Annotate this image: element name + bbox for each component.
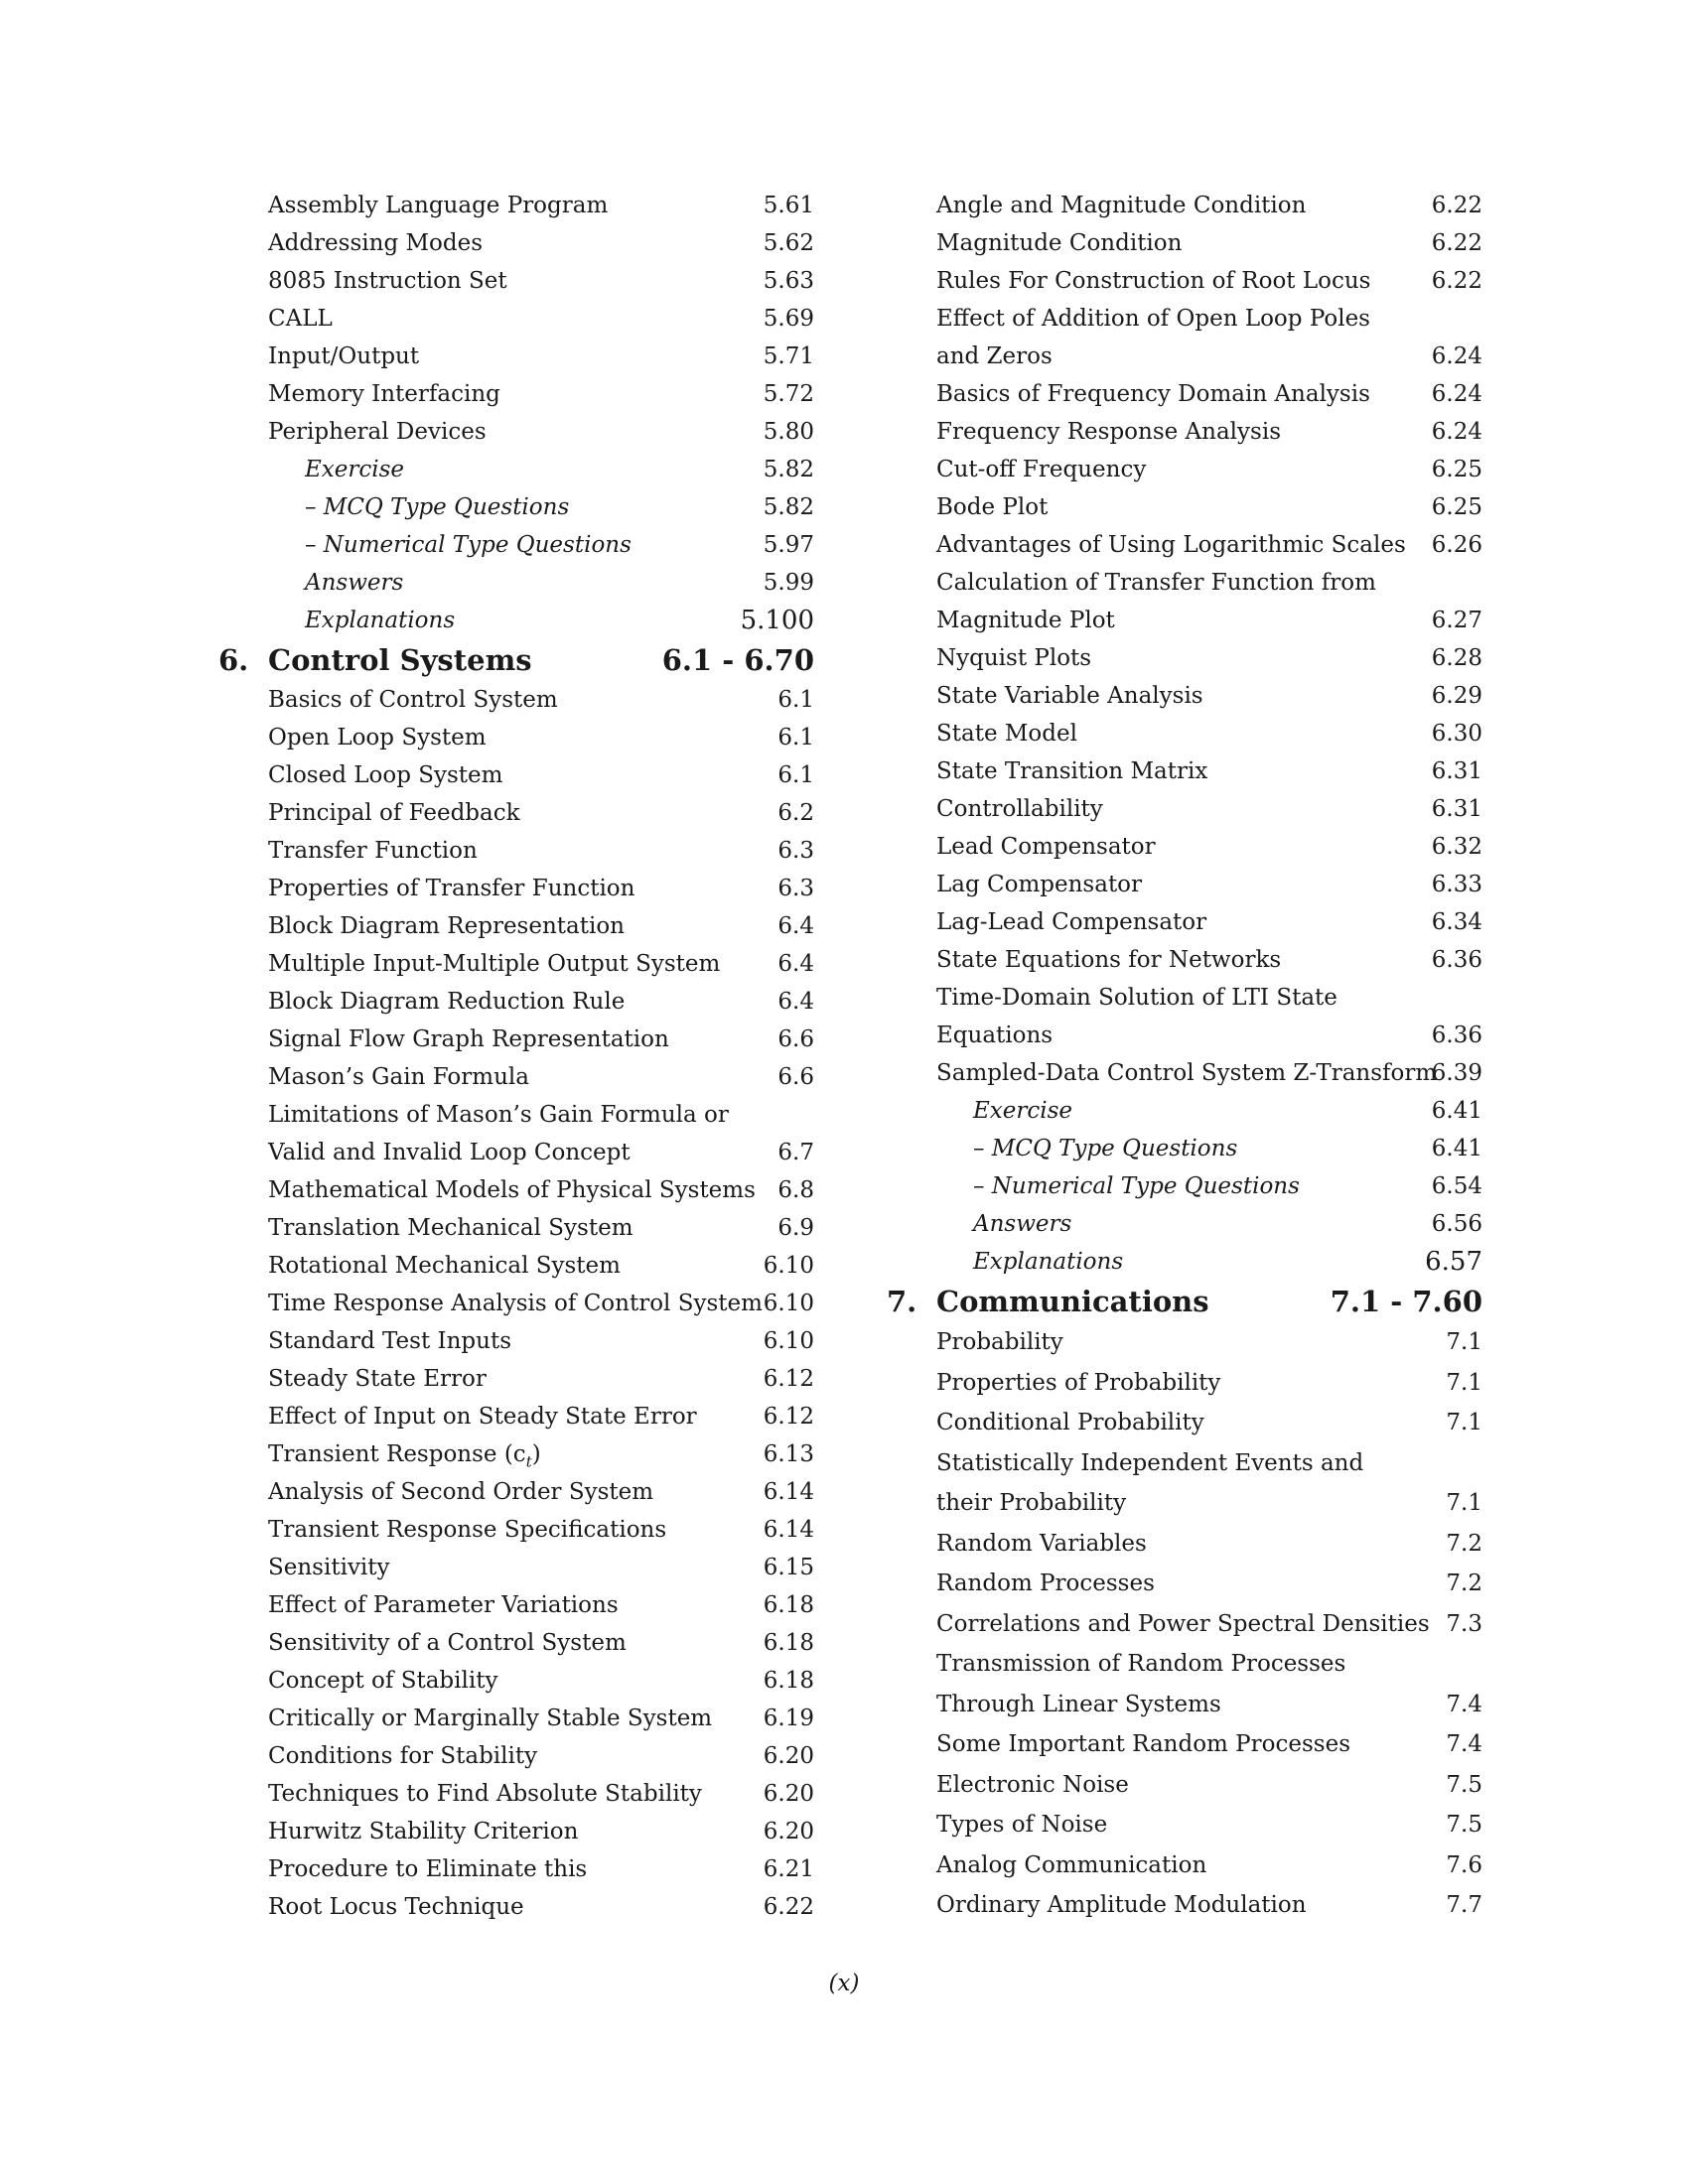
toc-entry[interactable] — [887, 1322, 1482, 1363]
entry-title: Exercise — [305, 457, 405, 482]
entry-page-number: 6.25 — [1431, 494, 1482, 520]
entry-page-number: 6.41 — [1431, 1098, 1482, 1124]
toc-entry[interactable] — [887, 187, 1482, 224]
entry-page-number: 6.10 — [763, 1291, 814, 1316]
entry-title: Block Diagram Reduction Rule — [268, 989, 626, 1015]
entry-title: Nyquist Plots — [936, 645, 1092, 671]
entry-page-number: 6.10 — [763, 1253, 814, 1279]
toc-entry[interactable] — [218, 1171, 814, 1209]
entry-title: Exercise — [973, 1098, 1073, 1124]
toc-entry[interactable] — [218, 1813, 814, 1850]
toc-entry[interactable] — [218, 794, 814, 832]
entry-page-number: 5.63 — [763, 268, 814, 294]
toc-entry[interactable] — [887, 1092, 1482, 1130]
toc-entry[interactable] — [218, 1850, 814, 1888]
entry-title: Closed Loop System — [268, 762, 503, 788]
entry-page-number: 6.14 — [763, 1517, 814, 1543]
toc-entry[interactable] — [887, 1243, 1482, 1281]
entry-page-number: 6.12 — [763, 1366, 814, 1392]
entry-title: Explanations — [973, 1249, 1124, 1275]
entry-title: Bode Plot — [936, 494, 1049, 520]
entry-title: Magnitude Condition — [936, 230, 1183, 256]
toc-entry[interactable] — [887, 300, 1482, 338]
toc-entry[interactable] — [887, 1443, 1482, 1484]
entry-title: Types of Noise — [936, 1812, 1108, 1838]
entry-page-number: 6.25 — [1431, 457, 1482, 482]
toc-entry[interactable] — [218, 488, 814, 526]
chapter-number: 7. — [887, 1285, 917, 1318]
entry-title: Lag-Lead Compensator — [936, 909, 1207, 935]
entry-page-number: 5.61 — [763, 193, 814, 218]
entry-page-number: 7.7 — [1446, 1892, 1482, 1918]
entry-page-number: 6.36 — [1431, 947, 1482, 973]
entry-page-number: 6.31 — [1431, 796, 1482, 822]
entry-title: Frequency Response Analysis — [936, 419, 1281, 445]
entry-page-number: 6.18 — [763, 1668, 814, 1694]
entry-title: Transmission of Random Processes — [936, 1651, 1346, 1677]
entry-page-number: 6.54 — [1431, 1173, 1482, 1199]
entry-page-number: 6.22 — [1431, 268, 1482, 294]
toc-entry[interactable] — [887, 979, 1482, 1017]
toc-entry[interactable] — [218, 262, 814, 300]
toc-entry[interactable] — [218, 451, 814, 488]
entry-title: Hurwitz Stability Criterion — [268, 1819, 579, 1844]
entry-page-number: 6.57 — [1425, 1247, 1482, 1277]
entry-title: State Variable Analysis — [936, 683, 1203, 709]
toc-entry[interactable] — [887, 903, 1482, 941]
entry-title: – Numerical Type Questions — [973, 1173, 1300, 1199]
toc-entry[interactable] — [887, 1167, 1482, 1205]
entry-title: Analysis of Second Order System — [268, 1479, 654, 1505]
entry-title: Random Processes — [936, 1570, 1155, 1596]
entry-title: Random Variables — [936, 1530, 1147, 1557]
toc-entry[interactable] — [218, 1058, 814, 1096]
toc-entry[interactable] — [218, 1700, 814, 1737]
entry-title: Magnitude Plot — [936, 608, 1115, 633]
toc-entry[interactable] — [887, 488, 1482, 526]
entry-title: Lead Compensator — [936, 834, 1156, 860]
entry-title: Input/Output — [268, 343, 420, 369]
entry-title: Calculation of Transfer Function from — [936, 570, 1376, 596]
entry-page-number: 5.72 — [763, 381, 814, 407]
entry-page-number: 6.36 — [1431, 1023, 1482, 1048]
entry-page-number: 6.1 — [777, 762, 814, 788]
toc-entry[interactable] — [218, 1209, 814, 1247]
toc-entry[interactable] — [887, 1403, 1482, 1443]
entry-title: Equations — [936, 1023, 1054, 1048]
entry-page-number: 6.7 — [777, 1140, 814, 1165]
entry-page-number: 7.1 — [1446, 1369, 1482, 1396]
toc-entry[interactable] — [218, 1285, 814, 1322]
entry-title: State Transition Matrix — [936, 758, 1208, 784]
entry-title: Block Diagram Representation — [268, 913, 625, 939]
entry-title: and Zeros — [936, 343, 1053, 369]
toc-entry[interactable] — [218, 719, 814, 756]
entry-title: Statistically Independent Events and — [936, 1449, 1364, 1476]
toc-entry[interactable] — [887, 1054, 1482, 1092]
entry-page-number: 6.56 — [1431, 1211, 1482, 1237]
toc-column-right — [887, 187, 1482, 1926]
toc-entry[interactable] — [218, 1021, 814, 1058]
entry-page-number: 7.3 — [1446, 1610, 1482, 1637]
toc-entry[interactable] — [218, 1473, 814, 1511]
toc-entry[interactable] — [218, 300, 814, 338]
entry-title: Controllability — [936, 796, 1103, 822]
toc-entry[interactable] — [218, 1549, 814, 1586]
chapter-page-range: 6.1 - 6.70 — [661, 643, 814, 677]
entry-title: Analog Communication — [936, 1851, 1207, 1878]
entry-page-number: 6.19 — [763, 1706, 814, 1731]
entry-title: Answers — [973, 1211, 1072, 1237]
entry-title: Steady State Error — [268, 1366, 487, 1392]
entry-page-number: 6.28 — [1431, 645, 1482, 671]
entry-page-number: 6.3 — [777, 838, 814, 864]
toc-entry[interactable] — [887, 338, 1482, 375]
entry-page-number: 6.26 — [1431, 532, 1482, 558]
toc-entry[interactable] — [218, 1134, 814, 1171]
toc-entry[interactable] — [218, 1096, 814, 1134]
toc-entry[interactable] — [887, 1765, 1482, 1806]
toc-entry[interactable] — [887, 1724, 1482, 1765]
entry-title: Standard Test Inputs — [268, 1328, 511, 1354]
entry-title: Lag Compensator — [936, 872, 1143, 897]
entry-title: Principal of Feedback — [268, 800, 520, 826]
toc-entry[interactable] — [218, 602, 814, 639]
entry-page-number: 6.24 — [1431, 381, 1482, 407]
toc-entry[interactable] — [218, 681, 814, 719]
entry-title: Assembly Language Program — [268, 193, 609, 218]
entry-page-number: 6.1 — [777, 725, 814, 751]
entry-title: Basics of Control System — [268, 687, 558, 713]
toc-entry[interactable] — [887, 224, 1482, 262]
entry-page-number: 5.82 — [763, 457, 814, 482]
toc-entry[interactable] — [218, 945, 814, 983]
toc-entry[interactable] — [887, 413, 1482, 451]
entry-title: Rotational Mechanical System — [268, 1253, 621, 1279]
toc-entry[interactable] — [887, 1685, 1482, 1725]
toc-entry[interactable] — [218, 224, 814, 262]
entry-title: Rules For Construction of Root Locus — [936, 268, 1371, 294]
entry-title: CALL — [268, 306, 333, 332]
entry-page-number: 6.20 — [763, 1819, 814, 1844]
toc-entry[interactable] — [887, 375, 1482, 413]
entry-page-number: 5.71 — [763, 343, 814, 369]
toc-entry[interactable] — [887, 1363, 1482, 1404]
entry-title: Sensitivity of a Control System — [268, 1630, 627, 1656]
toc-entry[interactable] — [218, 1775, 814, 1813]
toc-entry[interactable] — [887, 1483, 1482, 1524]
entry-page-number: 5.69 — [763, 306, 814, 332]
toc-entry[interactable] — [218, 870, 814, 907]
entry-page-number: 6.31 — [1431, 758, 1482, 784]
toc-entry[interactable] — [218, 564, 814, 602]
entry-title: Basics of Frequency Domain Analysis — [936, 381, 1370, 407]
entry-page-number: 6.33 — [1431, 872, 1482, 897]
toc-entry[interactable] — [218, 756, 814, 794]
entry-title: Through Linear Systems — [936, 1691, 1221, 1717]
toc-entry[interactable] — [887, 564, 1482, 602]
toc-entry[interactable] — [887, 451, 1482, 488]
entry-page-number: 5.99 — [763, 570, 814, 596]
entry-title: Limitations of Mason’s Gain Formula or — [268, 1102, 729, 1128]
entry-page-number: 7.2 — [1446, 1530, 1482, 1557]
entry-title: Properties of Probability — [936, 1369, 1221, 1396]
toc-entry[interactable] — [887, 1644, 1482, 1685]
entry-title: State Equations for Networks — [936, 947, 1282, 973]
toc-entry[interactable] — [887, 1805, 1482, 1845]
entry-page-number: 7.4 — [1446, 1691, 1482, 1717]
entry-title: Conditional Probability — [936, 1410, 1204, 1435]
toc-entry[interactable] — [887, 1205, 1482, 1243]
toc-entry[interactable] — [887, 1845, 1482, 1886]
toc-entry[interactable] — [218, 375, 814, 413]
toc-entry[interactable] — [887, 1524, 1482, 1565]
entry-page-number: 6.2 — [777, 800, 814, 826]
entry-page-number: 7.1 — [1446, 1490, 1482, 1516]
entry-page-number: 6.22 — [763, 1894, 814, 1920]
toc-entry[interactable] — [887, 1564, 1482, 1604]
entry-title: Transfer Function — [268, 838, 478, 864]
entry-title: Transient Response Specifications — [268, 1517, 667, 1543]
toc-entry[interactable] — [887, 941, 1482, 979]
toc-entry[interactable] — [887, 1885, 1482, 1926]
entry-title: 8085 Instruction Set — [268, 268, 507, 294]
entry-page-number: 5.82 — [763, 494, 814, 520]
entry-page-number: 7.6 — [1446, 1851, 1482, 1878]
toc-entry[interactable] — [887, 1604, 1482, 1645]
entry-title: Advantages of Using Logarithmic Scales — [936, 532, 1406, 558]
entry-page-number: 6.32 — [1431, 834, 1482, 860]
entry-page-number: 6.34 — [1431, 909, 1482, 935]
toc-entry[interactable] — [887, 790, 1482, 828]
entry-page-number: 6.4 — [777, 989, 814, 1015]
entry-title: Sensitivity — [268, 1555, 390, 1580]
entry-title-text: Transient Response (c — [268, 1441, 526, 1467]
entry-page-number: 6.41 — [1431, 1136, 1482, 1161]
entry-title: Concept of Stability — [268, 1668, 498, 1694]
entry-title: Time Response Analysis of Control System — [268, 1291, 763, 1316]
toc-entry[interactable] — [887, 715, 1482, 752]
entry-page-number: 6.24 — [1431, 343, 1482, 369]
entry-title: Effect of Addition of Open Loop Poles — [936, 306, 1370, 332]
entry-page-number: 6.6 — [777, 1064, 814, 1090]
entry-page-number: 6.30 — [1431, 721, 1482, 747]
entry-page-number: 7.1 — [1446, 1329, 1482, 1355]
entry-page-number: 7.1 — [1446, 1410, 1482, 1435]
entry-title: Some Important Random Processes — [936, 1731, 1351, 1757]
entry-page-number: 6.20 — [763, 1781, 814, 1807]
toc-entry[interactable] — [218, 338, 814, 375]
toc-entry[interactable] — [218, 1322, 814, 1360]
toc-entry[interactable] — [218, 1247, 814, 1285]
entry-page-number: 6.4 — [777, 951, 814, 977]
entry-title: Angle and Magnitude Condition — [936, 193, 1307, 218]
entry-title: – MCQ Type Questions — [305, 494, 570, 520]
toc-chapter-entry[interactable] — [887, 1281, 1482, 1322]
entry-title: – Numerical Type Questions — [305, 532, 632, 558]
chapter-page-range: 7.1 - 7.60 — [1330, 1285, 1482, 1318]
toc-entry[interactable] — [218, 1624, 814, 1662]
toc-entry[interactable] — [887, 262, 1482, 300]
entry-title: Memory Interfacing — [268, 381, 500, 407]
entry-page-number: 6.18 — [763, 1592, 814, 1618]
entry-page-number: 6.6 — [777, 1026, 814, 1052]
entry-title: Procedure to Eliminate this — [268, 1856, 588, 1882]
entry-page-number: 5.97 — [763, 532, 814, 558]
toc-entry[interactable] — [218, 983, 814, 1021]
entry-title: Effect of Parameter Variations — [268, 1592, 619, 1618]
toc-entry[interactable] — [887, 677, 1482, 715]
entry-title: Explanations — [305, 608, 456, 633]
page-number: (x) — [828, 1971, 860, 1996]
entry-page-number: 6.22 — [1431, 230, 1482, 256]
toc-entry[interactable] — [218, 1511, 814, 1549]
entry-title: Conditions for Stability — [268, 1743, 538, 1769]
entry-page-number: 6.1 — [777, 687, 814, 713]
toc-entry[interactable] — [887, 639, 1482, 677]
entry-title: Multiple Input-Multiple Output System — [268, 951, 721, 977]
entry-title: Electronic Noise — [936, 1771, 1129, 1798]
toc-entry[interactable] — [887, 602, 1482, 639]
entry-title: Addressing Modes — [268, 230, 484, 256]
toc-entry[interactable] — [218, 413, 814, 451]
entry-page-number: 6.3 — [777, 876, 814, 901]
chapter-number: 6. — [218, 643, 249, 677]
entry-title: Correlations and Power Spectral Densities — [936, 1610, 1430, 1637]
entry-title: Peripheral Devices — [268, 419, 487, 445]
entry-title: Translation Mechanical System — [268, 1215, 633, 1241]
entry-page-number: 6.39 — [1431, 1060, 1482, 1086]
entry-page-number: 6.24 — [1431, 419, 1482, 445]
entry-page-number: 6.21 — [763, 1856, 814, 1882]
entry-page-number: 5.100 — [740, 606, 814, 635]
toc-entry[interactable] — [218, 1398, 814, 1435]
entry-page-number: 5.80 — [763, 419, 814, 445]
entry-page-number: 6.14 — [763, 1479, 814, 1505]
toc-entry[interactable] — [218, 1435, 814, 1473]
toc-entry[interactable] — [887, 866, 1482, 903]
toc-entry[interactable] — [887, 828, 1482, 866]
entry-page-number: 7.2 — [1446, 1570, 1482, 1596]
entry-page-number: 7.5 — [1446, 1812, 1482, 1838]
toc-entry[interactable] — [218, 526, 814, 564]
entry-page-number: 6.29 — [1431, 683, 1482, 709]
entry-title: Critically or Marginally Stable System — [268, 1706, 713, 1731]
entry-title: State Model — [936, 721, 1077, 747]
entry-title: Techniques to Find Absolute Stability — [268, 1781, 702, 1807]
entry-page-number: 6.4 — [777, 913, 814, 939]
entry-title: Open Loop System — [268, 725, 487, 751]
entry-page-number: 6.9 — [777, 1215, 814, 1241]
entry-page-number: 7.5 — [1446, 1771, 1482, 1798]
entry-title: Properties of Transfer Function — [268, 876, 635, 901]
toc-entry[interactable] — [218, 1888, 814, 1926]
entry-title: Sampled-Data Control System Z-Transform — [936, 1060, 1438, 1086]
entry-page-number: 6.13 — [763, 1441, 814, 1467]
toc-entry[interactable] — [218, 907, 814, 945]
entry-page-number: 6.8 — [777, 1177, 814, 1203]
entry-title: Cut-off Frequency — [936, 457, 1147, 482]
chapter-title: Communications — [936, 1285, 1209, 1318]
entry-page-number: 6.22 — [1431, 193, 1482, 218]
entry-title: Ordinary Amplitude Modulation — [936, 1892, 1307, 1918]
entry-title: Mason’s Gain Formula — [268, 1064, 529, 1090]
entry-page-number: 5.62 — [763, 230, 814, 256]
toc-entry[interactable] — [218, 1360, 814, 1398]
toc-entry[interactable] — [218, 1737, 814, 1775]
entry-page-number: 6.12 — [763, 1404, 814, 1430]
entry-title: Probability — [936, 1329, 1063, 1355]
entry-title: their Probability — [936, 1490, 1127, 1516]
toc-entry[interactable] — [887, 752, 1482, 790]
toc-entry[interactable] — [218, 187, 814, 224]
entry-title-suffix: ) — [531, 1441, 541, 1467]
toc-entry[interactable] — [887, 526, 1482, 564]
toc-entry[interactable] — [218, 1662, 814, 1700]
entry-title: Root Locus Technique — [268, 1894, 524, 1920]
entry-title: Answers — [305, 570, 404, 596]
entry-title: Time-Domain Solution of LTI State — [936, 985, 1337, 1011]
entry-title: Signal Flow Graph Representation — [268, 1026, 669, 1052]
toc-entry[interactable] — [887, 1017, 1482, 1054]
entry-page-number: 6.20 — [763, 1743, 814, 1769]
toc-entry[interactable] — [218, 832, 814, 870]
entry-page-number: 7.4 — [1446, 1731, 1482, 1757]
entry-title: – MCQ Type Questions — [973, 1136, 1238, 1161]
entry-page-number: 6.15 — [763, 1555, 814, 1580]
entry-title: Valid and Invalid Loop Concept — [268, 1140, 631, 1165]
entry-title: Mathematical Models of Physical Systems — [268, 1177, 756, 1203]
toc-entry[interactable] — [218, 1586, 814, 1624]
entry-title: Effect of Input on Steady State Error — [268, 1404, 697, 1430]
toc-entry[interactable] — [887, 1130, 1482, 1167]
toc-column-left — [218, 187, 814, 1926]
entry-page-number: 6.10 — [763, 1328, 814, 1354]
toc-chapter-entry[interactable] — [218, 639, 814, 681]
entry-page-number: 6.18 — [763, 1630, 814, 1656]
entry-page-number: 6.27 — [1431, 608, 1482, 633]
chapter-title: Control Systems — [268, 643, 532, 677]
entry-title-subscript: t — [525, 1452, 532, 1471]
